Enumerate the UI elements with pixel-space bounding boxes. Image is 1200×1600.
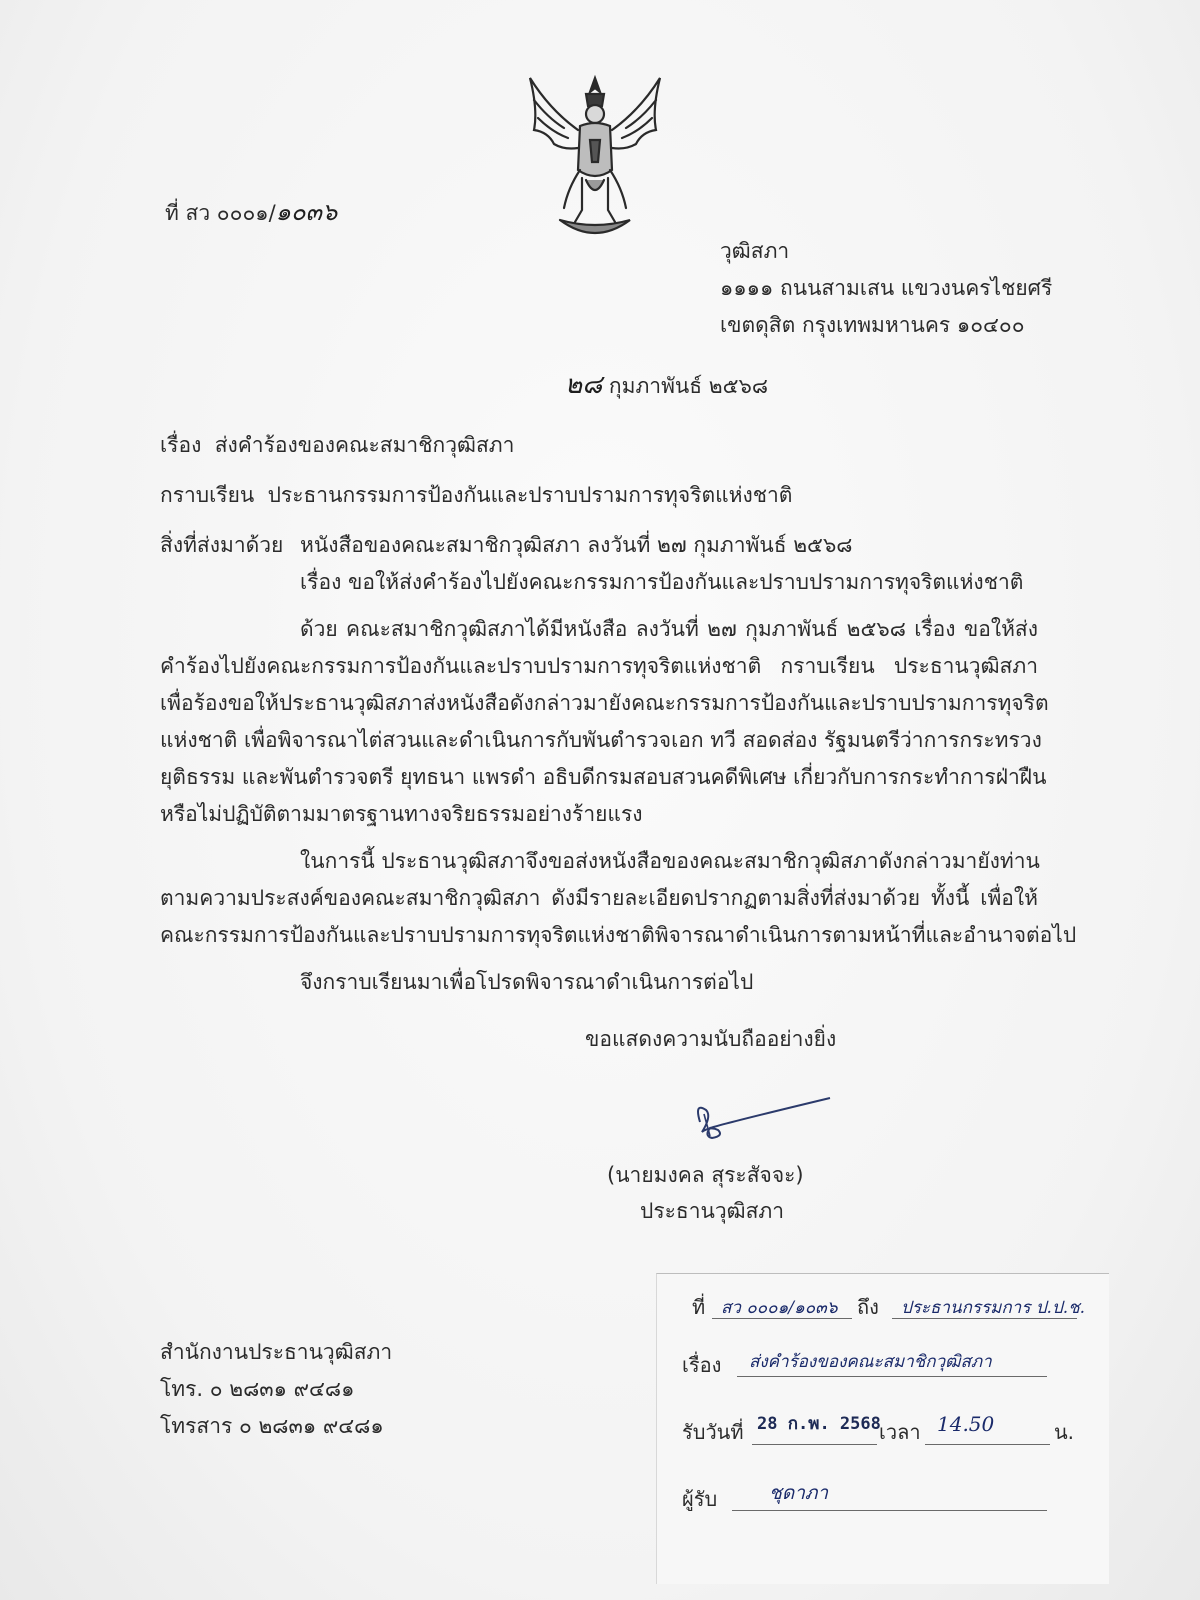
sender-org: วุฒิสภา bbox=[720, 239, 790, 263]
sender-address-line1: ๑๑๑๑ ถนนสามเสน แขวงนครไชยศรี bbox=[720, 276, 1053, 300]
stamp-date-value: 28 ก.พ. 2568 bbox=[757, 1414, 881, 1434]
footer-tel: โทร. ๐ ๒๘๓๑ ๙๔๘๑ bbox=[160, 1377, 355, 1401]
receipt-stamp bbox=[656, 1273, 1109, 1584]
sender-address-line2: เขตดุสิต กรุงเทพมหานคร ๑๐๔๐๐ bbox=[720, 313, 1025, 337]
recipient-label: กราบเรียน bbox=[160, 483, 255, 507]
enclosure-label: สิ่งที่ส่งมาด้วย bbox=[160, 533, 284, 557]
paragraph3: จึงกราบเรียนมาเพื่อโปรดพิจารณาดำเนินการต่อไป bbox=[300, 970, 754, 994]
date-month-year: กุมภาพันธ์ ๒๕๖๘ bbox=[608, 374, 769, 398]
footer-office: สำนักงานประธานวุฒิสภา bbox=[160, 1340, 393, 1364]
paragraph1-line4: แห่งชาติ เพื่อพิจารณาไต่สวนและดำเนินการกับพันตำรวจเอก ทวี สอดส่อง รัฐมนตรีว่าการกระทรวง bbox=[160, 728, 1042, 752]
stamp-time-label: เวลา bbox=[879, 1420, 921, 1444]
paragraph1-line2: คำร้องไปยังคณะกรรมการป้องกันและปราบปรามการทุจริตแห่งชาติ กราบเรียน ประธานวุฒิสภา bbox=[160, 654, 1038, 678]
stamp-date-label: รับวันที่ bbox=[682, 1420, 744, 1444]
subject-text: ส่งคำร้องของคณะสมาชิกวุฒิสภา bbox=[214, 433, 515, 457]
stamp-time-unit: น. bbox=[1054, 1420, 1075, 1444]
stamp-receiver-label: ผู้รับ bbox=[682, 1487, 718, 1511]
stamp-subject-label: เรื่อง bbox=[682, 1353, 722, 1377]
stamp-to-label: ถึง bbox=[857, 1295, 879, 1319]
paragraph2-line3: คณะกรรมการป้องกันและปราบปรามการทุจริตแห่งชาติพิจารณาดำเนินการตามหน้าที่และอำนาจต่อไป bbox=[160, 923, 1077, 947]
stamp-no-value: สว ๐๐๐๑/๑๐๓๖ bbox=[721, 1298, 838, 1318]
paragraph2-line2: ตามความประสงค์ของคณะสมาชิกวุฒิสภา ดังมีรายละเอียดปรากฏตามสิ่งที่ส่งมาด้วย ทั้งนี้ เพื่อให้ bbox=[160, 886, 1038, 910]
stamp-receiver-value: ชุดาภา bbox=[769, 1482, 829, 1504]
stamp-time-line bbox=[925, 1444, 1050, 1445]
closing-salutation: ขอแสดงความนับถืออย่างยิ่ง bbox=[585, 1027, 837, 1051]
signature-icon bbox=[690, 1092, 850, 1152]
signatory-position: ประธานวุฒิสภา bbox=[640, 1199, 785, 1223]
paragraph1-line3: เพื่อร้องขอให้ประธานวุฒิสภาส่งหนังสือดังกล่าวมายังคณะกรรมการป้องกันและปราบปรามการทุจริต bbox=[160, 691, 1049, 715]
garuda-emblem-icon bbox=[520, 70, 670, 245]
footer-fax: โทรสาร ๐ ๒๘๓๑ ๙๔๘๑ bbox=[160, 1414, 384, 1438]
recipient-text: ประธานกรรมการป้องกันและปราบปรามการทุจริตแห่งชาติ bbox=[267, 483, 793, 507]
stamp-no-label: ที่ bbox=[692, 1295, 706, 1319]
stamp-subject-value: ส่งคำร้องของคณะสมาชิกวุฒิสภา bbox=[749, 1352, 992, 1372]
recipient-line bbox=[160, 480, 792, 510]
subject-label: เรื่อง bbox=[160, 433, 202, 457]
paragraph1-line1: ด้วย คณะสมาชิกวุฒิสภาได้มีหนังสือ ลงวันที่ ๒๗ กุมภาพันธ์ ๒๕๖๘ เรื่อง ขอให้ส่ง bbox=[300, 617, 1038, 641]
stamp-subject-line bbox=[737, 1376, 1047, 1377]
stamp-date-line bbox=[752, 1444, 877, 1445]
enclosure-line1: หนังสือของคณะสมาชิกวุฒิสภา ลงวันที่ ๒๗ กุมภาพันธ์ ๒๕๖๘ bbox=[300, 533, 853, 557]
subject-line bbox=[160, 430, 514, 460]
stamp-to-value: ประธานกรรมการ ป.ป.ช. bbox=[901, 1298, 1086, 1318]
paragraph2-line1: ในการนี้ ประธานวุฒิสภาจึงขอส่งหนังสือของคณะสมาชิกวุฒิสภาดังกล่าวมายังท่าน bbox=[300, 849, 1040, 873]
reference-prefix: ที่ สว ๐๐๐๑/ bbox=[165, 201, 276, 225]
signatory-name: (นายมงคล สุระสัจจะ) bbox=[607, 1163, 804, 1187]
stamp-receiver-line bbox=[732, 1510, 1047, 1511]
date-day-handwritten: ๒๘ bbox=[565, 370, 603, 400]
enclosure-line2: เรื่อง ขอให้ส่งคำร้องไปยังคณะกรรมการป้องกันและปราบปรามการทุจริตแห่งชาติ bbox=[300, 570, 1024, 594]
paragraph1-line5: ยุติธรรม และพันตำรวจตรี ยุทธนา แพรดำ อธิบดีกรมสอบสวนคดีพิเศษ เกี่ยวกับการกระทำการฝ่าฝืน bbox=[160, 765, 1047, 789]
stamp-time-value: 14.50 bbox=[937, 1412, 995, 1436]
reference-handwritten-number: ๑๐๓๖ bbox=[275, 198, 338, 226]
letter-date bbox=[565, 370, 768, 401]
paragraph1-line6: หรือไม่ปฏิบัติตามมาตรฐานทางจริยธรรมอย่างร้ายแรง bbox=[160, 802, 643, 826]
reference-number bbox=[165, 197, 337, 228]
